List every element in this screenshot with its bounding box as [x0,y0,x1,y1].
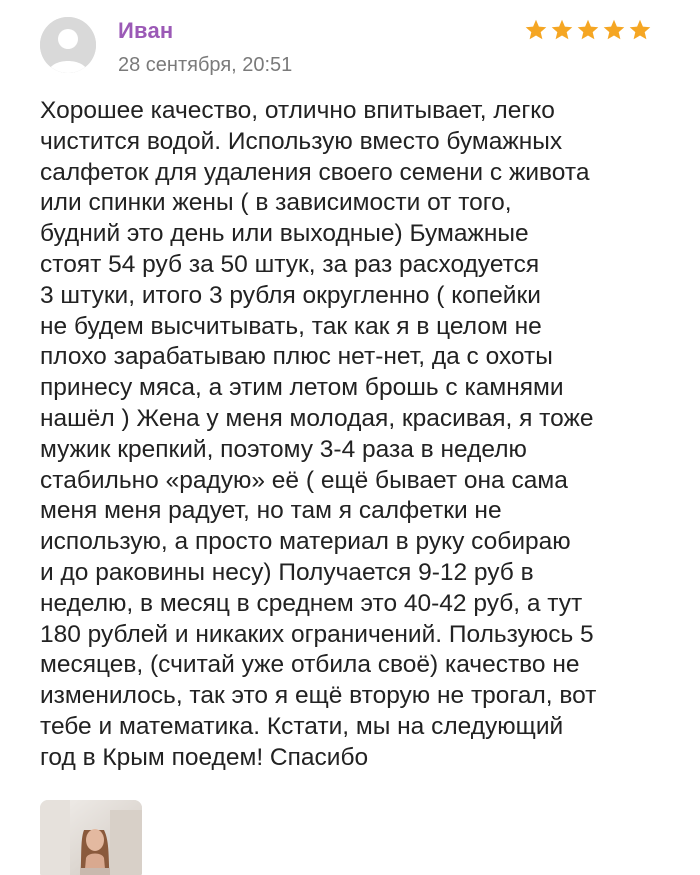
review-author[interactable]: Иван [118,18,174,43]
review-text-line: чистится водой. Использую вместо бумажных [40,127,563,155]
review-text-line: 180 рублей и никаких ограничений. Пользуюсь 5 [40,620,594,648]
review-text-line: Хорошее качество, отлично впитывает, легко [40,97,555,124]
review-text-line: меня меня радует, но там я салфетки не [40,497,502,525]
user-avatar-icon[interactable] [40,17,96,73]
star-filled-icon [576,18,600,42]
star-filled-icon [602,18,626,42]
review-text-line: 3 штуки, итого 3 рубля округленно ( копейки [40,281,541,309]
review-text-line: нашёл ) Жена у меня молодая, красивая, я тоже [40,404,594,432]
review-text-line: салфеток для удаления своего семени с живота [40,158,590,186]
rating-stars [524,18,652,42]
review-text-line: стоят 54 руб за 50 штук, за раз расходуется [40,250,540,278]
star-filled-icon [524,18,548,42]
review-text-line: неделю, в месяц в среднем это 40-42 руб, а тут [40,589,583,617]
review-text-line: будний это день или выходные) Бумажные [40,220,529,248]
review-text-line: изменилось, так это я ещё вторую не трогал, вот [40,682,597,710]
review-photo-thumbnail[interactable] [40,800,142,875]
review-text-line: принесу мяса, а этим летом брошь с камнями [40,374,564,402]
review-text-line: использую, а просто материал в руку собираю [40,528,571,556]
star-filled-icon [550,18,574,42]
review-text-line: стабильно «радую» её ( ещё бывает она сама [40,466,568,494]
star-filled-icon [628,18,652,42]
review-text-line: плохо зарабатываю плюс нет-нет, да с охоты [40,343,553,371]
review-text-line: и до раковины несу) Получается 9-12 руб в [40,558,534,586]
review-text [40,96,672,774]
review-text-line: или спинки жены ( в зависимости от того, [40,189,512,217]
review-text-line: год в Крым поедем! Спасибо [40,743,369,771]
review-text-line: не будем высчитывать, так как я в целом не [40,312,542,340]
review-text-line: месяцев, (считай уже отбила своё) качество не [40,651,580,679]
review-text-line: тебе и математика. Кстати, мы на следующий [40,712,564,740]
review-date: 28 сентября, 20:51 [118,54,293,76]
review-text-line: мужик крепкий, поэтому 3-4 раза в неделю [40,435,527,463]
